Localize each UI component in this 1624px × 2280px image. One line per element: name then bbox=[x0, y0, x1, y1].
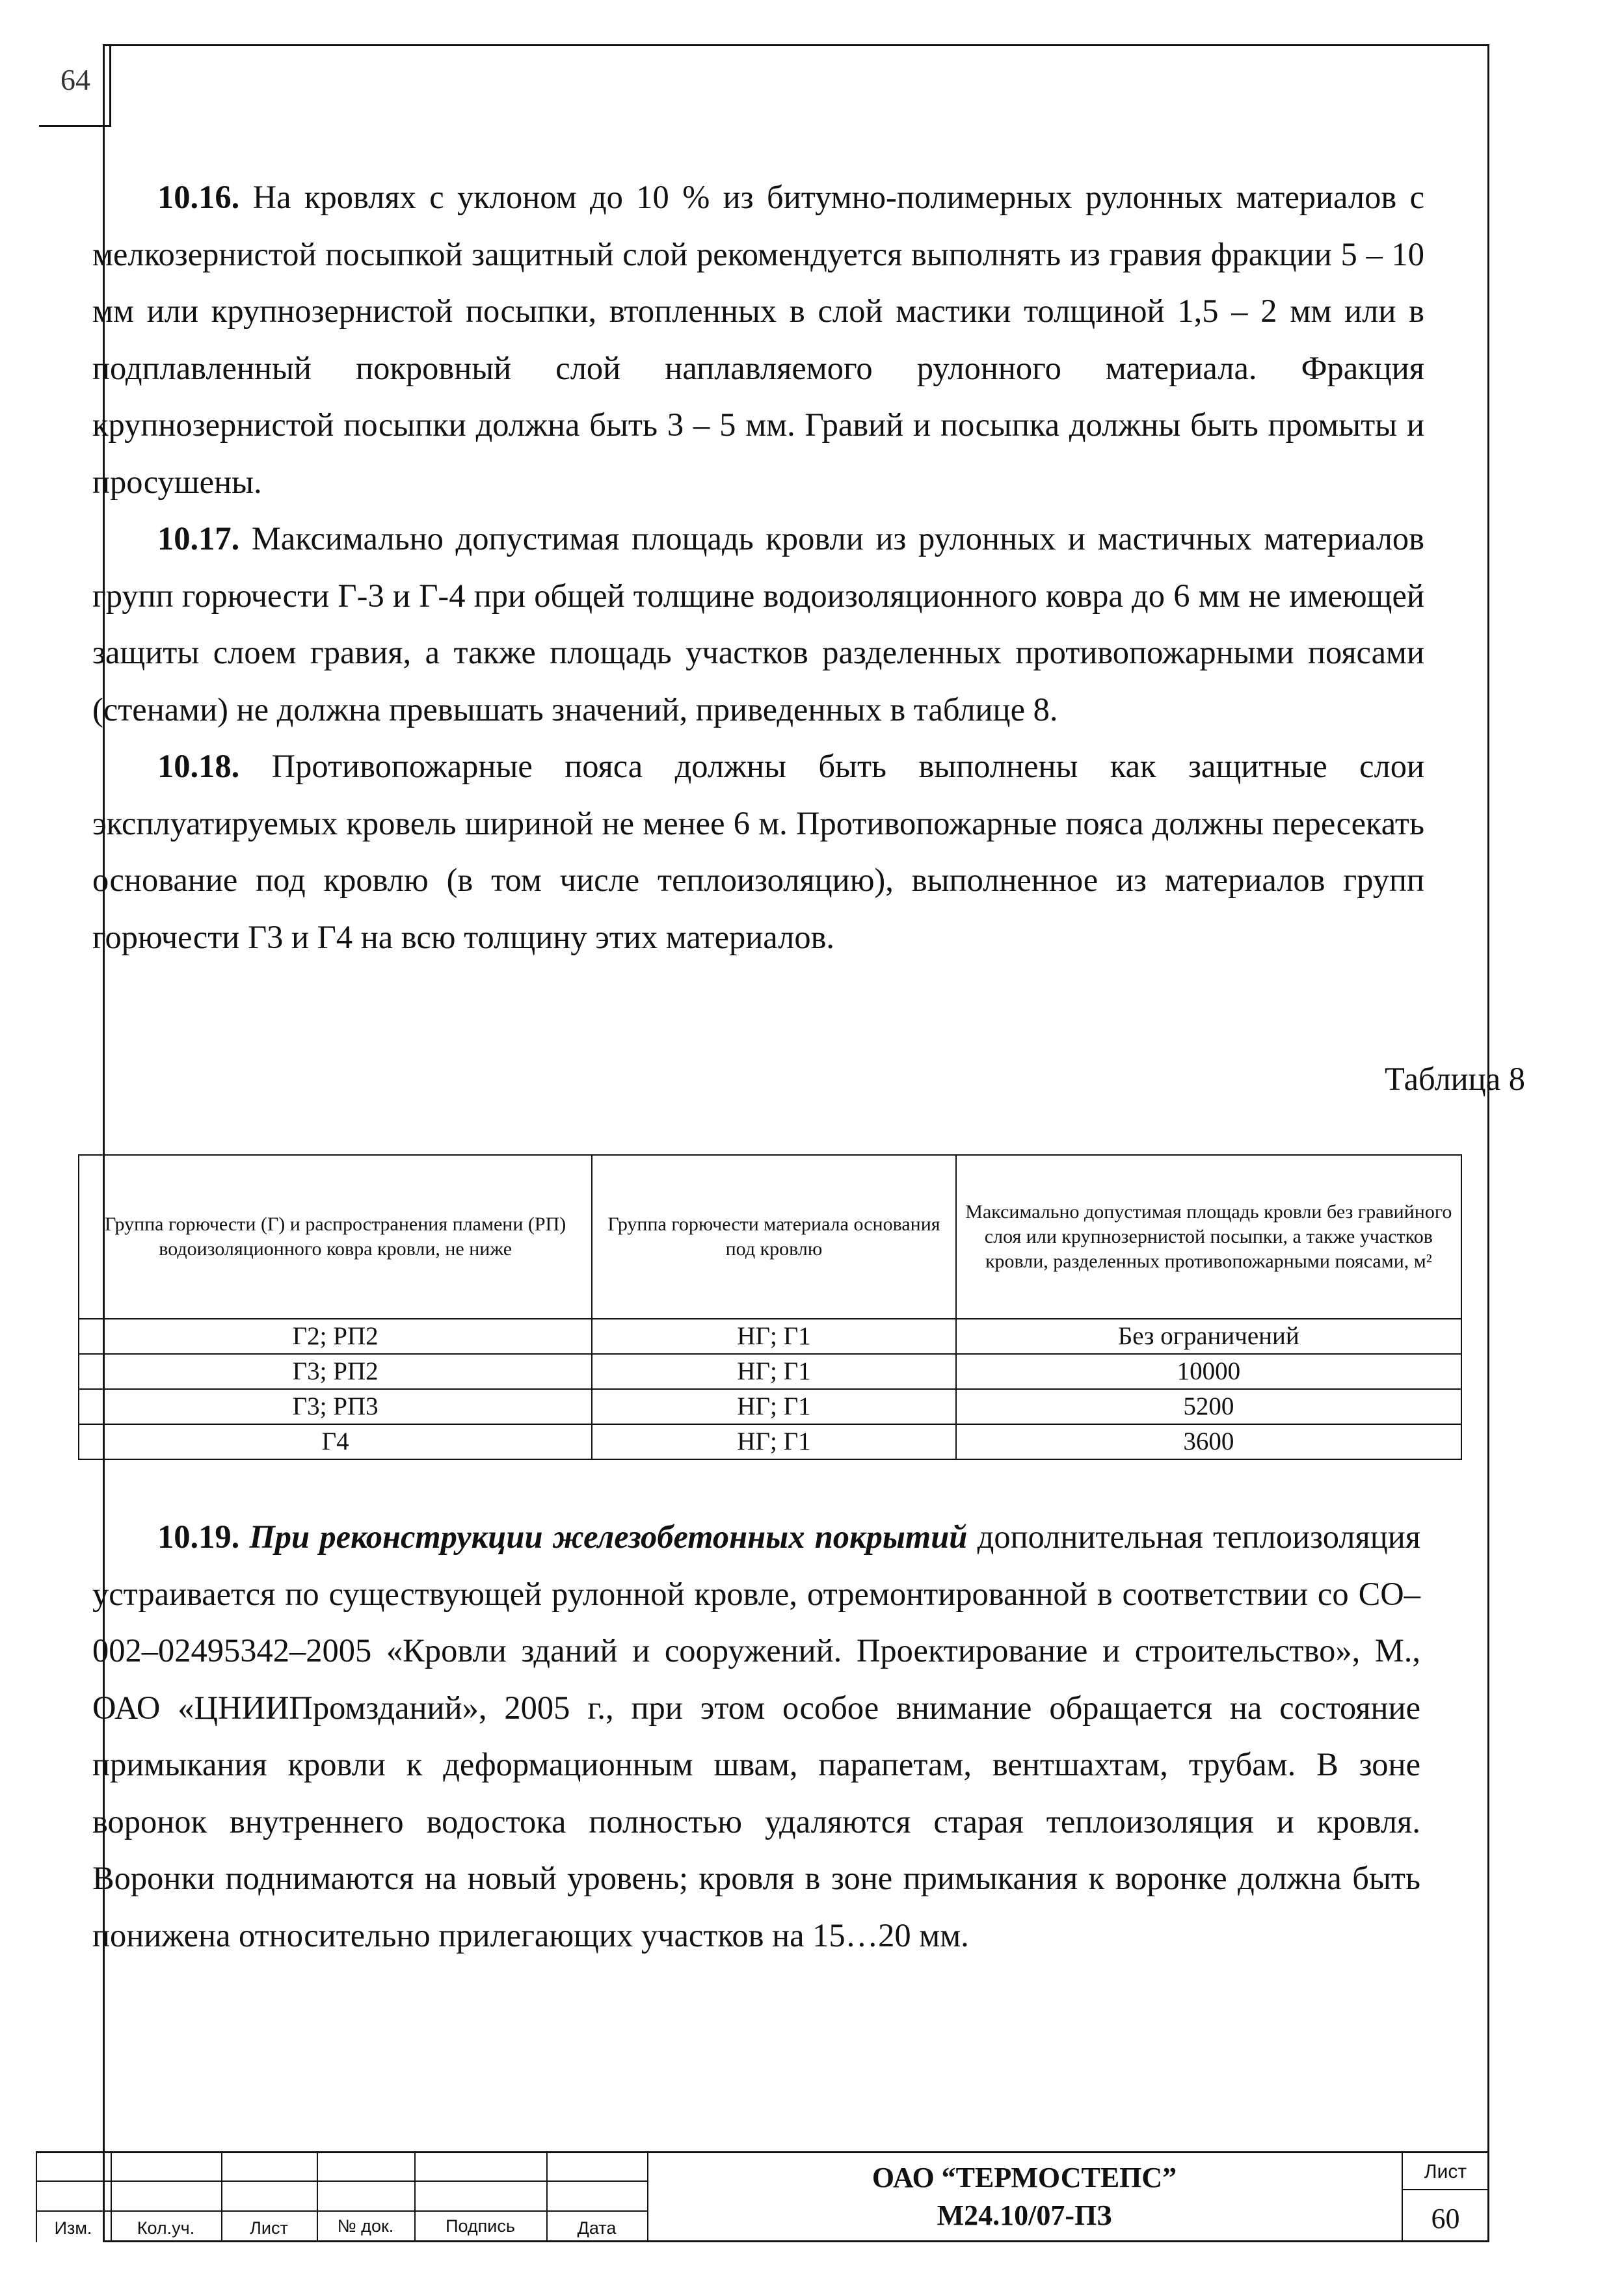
table-cell: НГ; Г1 bbox=[592, 1389, 955, 1424]
table-header-row bbox=[79, 1155, 1461, 1319]
title-block bbox=[36, 2151, 1489, 2242]
paragraph-text: Противопожарные пояса должны быть выполнены как защитные слои эксплуатируемых кровель шириной не менее 6 м. Противопожарные пояса должны пересекать основание под кровлю (в том числе теплоизоляцию), выполненное из материалов групп горючести Г3 и Г4 на всю толщину этих материалов. bbox=[92, 748, 1424, 955]
paragraph-10-19 bbox=[92, 1509, 1420, 1964]
body-text bbox=[92, 169, 1424, 966]
paragraph-10-17 bbox=[92, 510, 1424, 738]
table-row bbox=[79, 1319, 1461, 1354]
paragraph-10-18 bbox=[92, 738, 1424, 966]
paragraph-text: Максимально допустимая площадь кровли из рулонных и мастичных материалов групп горючести Г-3 и Г-4 при общей толщине водоизоляционного ковра до 6 мм не имеющей защиты слоем гравия, а также площадь участков разделенных противопожарными поясами (стенами) не должна превышать значений, приведенных в таблице 8. bbox=[92, 520, 1424, 728]
table-cell: Г3; РП2 bbox=[79, 1354, 592, 1389]
page-number: 64 bbox=[60, 63, 90, 96]
column-header: Максимально допустимая площадь кровли без гравийного слоя или крупнозернистой посыпки, а также участков кровли, разделенных противопожарными поясами, м² bbox=[956, 1155, 1461, 1319]
paragraph-10-16 bbox=[92, 169, 1424, 510]
emphasis-text: При реконструкции железобетонных покрытий bbox=[249, 1518, 968, 1555]
document-code: М24.10/07-ПЗ bbox=[937, 2199, 1112, 2231]
paragraph-text: На кровлях с уклоном до 10 % из битумно-полимерных рулонных материалов с мелкозернистой посыпкой защитный слой рекомендуется выполнять из гравия фракции 5 – 10 мм или крупнозернистой посыпки, втопленных в слой мастики толщиной 1,5 – 2 мм или в подплавленный покровный слой наплавляемого рулонного материала. Фракция крупнозернистой посыпки должна быть 3 – 5 мм. Гравий и посыпка должны быть промыты и просушены. bbox=[92, 179, 1424, 500]
stamp-label: Лист bbox=[250, 2218, 288, 2238]
table-cell: Г4 bbox=[79, 1424, 592, 1459]
table-cell: Без ограничений bbox=[956, 1319, 1461, 1354]
table-row bbox=[79, 1354, 1461, 1389]
table-cell: Г2; РП2 bbox=[79, 1319, 592, 1354]
stamp-label: № док. bbox=[337, 2216, 394, 2236]
stamp-label: Подпись bbox=[446, 2216, 515, 2236]
clause-number: 10.17. bbox=[157, 520, 240, 557]
table-cell: НГ; Г1 bbox=[592, 1354, 955, 1389]
table-row bbox=[79, 1389, 1461, 1424]
stamp-label: Дата bbox=[577, 2218, 617, 2238]
paragraph-text: дополнительная теплоизоляция устраивается по существующей рулонной кровле, отремонтированной в соответствии со СО–002–02495342–2005 «Кровли зданий и сооружений. Проектирование и строительство», М., ОАО «ЦНИИПромзданий», 2005 г., при этом особое внимание обращается на состояние примыкания кровли к деформационным швам, парапетам, вентшахтам, трубам. В зоне воронок внутреннего водостока полностью удаляются старая теплоизоляция и кровля. Воронки поднимаются на новый уровень; кровля в зоне примыкания к воронке должна быть понижена относительно прилегающих участков на 15…20 мм. bbox=[92, 1518, 1420, 1954]
sheet-label: Лист bbox=[1424, 2161, 1467, 2182]
stamp-label: Изм. bbox=[54, 2218, 92, 2238]
clause-number: 10.18. bbox=[157, 748, 240, 784]
table-row bbox=[79, 1424, 1461, 1459]
clause-number: 10.19. bbox=[157, 1518, 240, 1555]
sheet-number: 60 bbox=[1431, 2203, 1460, 2234]
fire-safety-table bbox=[78, 1154, 1462, 1460]
table-cell: 3600 bbox=[956, 1424, 1461, 1459]
table-cell: НГ; Г1 bbox=[592, 1319, 955, 1354]
column-header: Группа горючести материала основания под кровлю bbox=[592, 1155, 955, 1319]
organization-name: ОАО “ТЕРМОСТЕПС” bbox=[872, 2162, 1177, 2194]
table-cell: Г3; РП3 bbox=[79, 1389, 592, 1424]
clause-number: 10.16. bbox=[157, 179, 240, 215]
stamp-label: Кол.уч. bbox=[137, 2218, 195, 2238]
table-cell: 10000 bbox=[956, 1354, 1461, 1389]
table-cell: 5200 bbox=[956, 1389, 1461, 1424]
table-caption: Таблица 8 bbox=[1385, 1061, 1525, 1097]
table-cell: НГ; Г1 bbox=[592, 1424, 955, 1459]
column-header: Группа горючести (Г) и распространения пламени (РП) водоизоляционного ковра кровли, не ниже bbox=[79, 1155, 592, 1319]
